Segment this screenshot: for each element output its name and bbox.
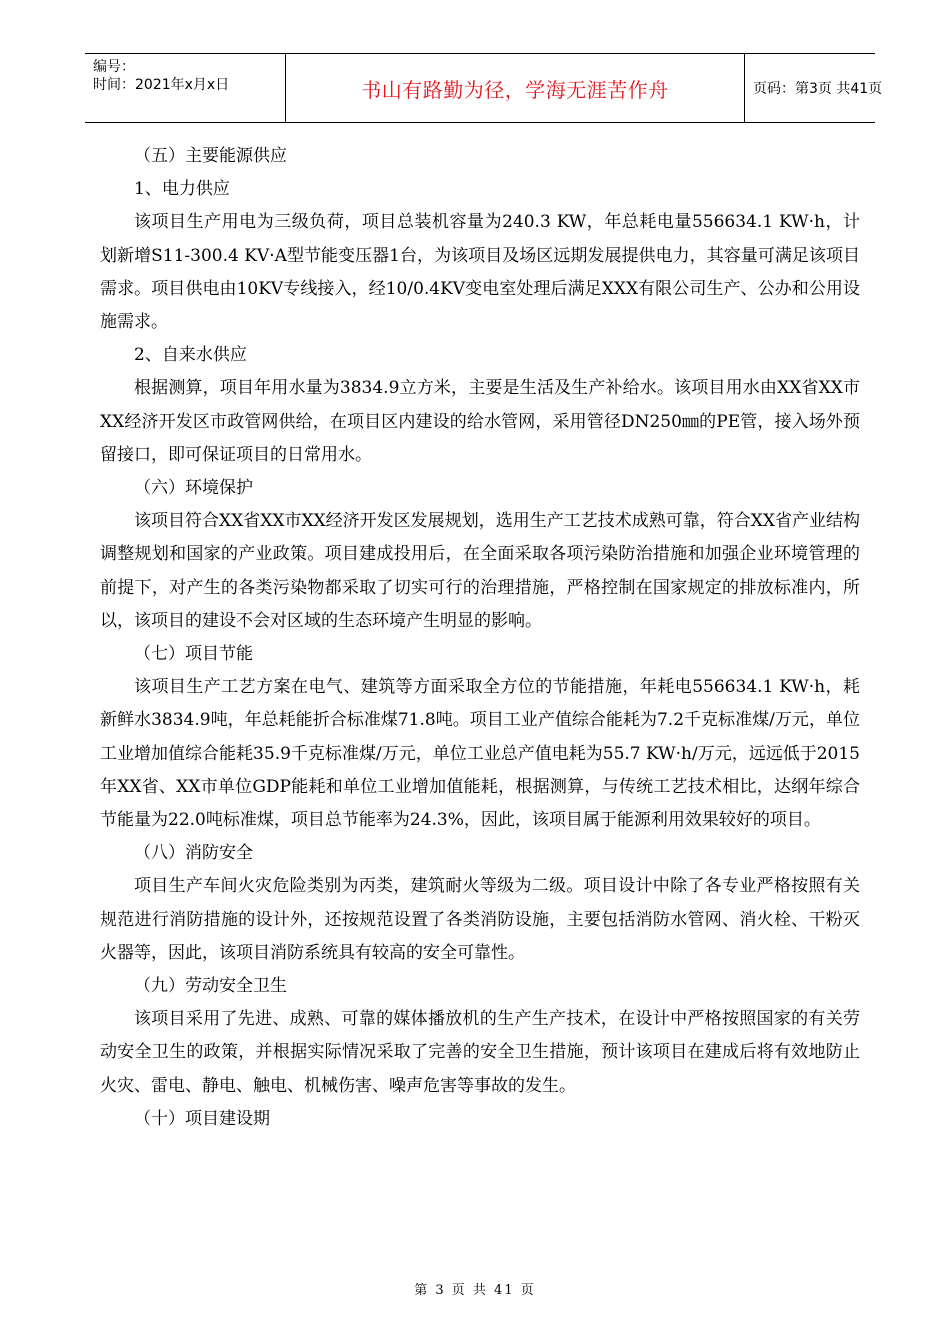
body-paragraph: 该项目生产工艺方案在电气、建筑等方面采取全方位的节能措施，年耗电556634.1 KW·h，耗新鲜水3834.9吨，年总耗能折合标准煤71.8吨。项目工业产值综合能耗为7.2千克标准煤/万元，单位工业增加值综合能耗35.9千克标准煤/万元，单位工业总产值电耗为55.7 KW·h/万元，远远低于2015年XX省、XX市单位GDP能耗和单位工业增加值能耗，根据测算，与传统工艺技术相比，达纲年综合节能量为22.0吨标准煤，项目总节能率为24.3%，因此，该项目属于能源利用效果较好的项目。 xyxy=(100,677,860,831)
section-heading: 2、自来水供应 xyxy=(134,345,247,366)
body-paragraph: 该项目符合XX省XX市XX经济开发区发展规划，选用生产工艺技术成熟可靠，符合XX省产业结构调整规划和国家的产业政策。项目建成投用后，在全面采取各项污染防治措施和加强企业环境管理的前提下，对产生的各类污染物都采取了切实可行的治理措施，严格控制在国家规定的排放标准内，所以，该项目的建设不会对区域的生态环境产生明显的影响。 xyxy=(100,511,860,631)
section-heading: （六）环境保护 xyxy=(134,478,253,499)
section-heading: （十）项目建设期 xyxy=(134,1108,270,1129)
body-paragraph: 该项目采用了先进、成熟、可靠的媒体播放机的生产生产技术，在设计中严格按照国家的有关劳动安全卫生的政策，并根据实际情况采取了完善的安全卫生措施，预计该项目在建成后将有效地防止火灾、雷电、静电、触电、机械伤害、噪声危害等事故的发生。 xyxy=(100,1009,860,1096)
body-paragraph: 项目生产车间火灾危险类别为丙类，建筑耐火等级为二级。项目设计中除了各专业严格按照有关规范进行消防措施的设计外，还按规范设置了各类消防设施，主要包括消防水管网、消火栓、干粉灭火器等，因此，该项目消防系统具有较高的安全可靠性。 xyxy=(100,876,860,963)
body-paragraph: 该项目生产用电为三级负荷，项目总装机容量为240.3 KW，年总耗电量556634.1 KW·h，计划新增S11-300.4 KV·A型节能变压器1台，为该项目及场区远期发展提供电力，其容量可满足该项目需求。项目供电由10KV专线接入，经10/0.4KV变电室处理后满足XXX有限公司生产、公办和公用设施需求。 xyxy=(100,212,860,333)
section-heading: （七）项目节能 xyxy=(134,644,253,665)
document-date: 时间：2021年x月x日 xyxy=(93,77,230,93)
header-page-info: 页码：第3页 共41页 xyxy=(753,81,883,97)
section-heading: （五）主要能源供应 xyxy=(134,146,287,166)
page-footer: 第 3 页 共 41 页 xyxy=(414,1283,536,1298)
document-number-label: 编号： xyxy=(93,59,135,75)
document-body xyxy=(100,140,860,1136)
header-motto: 书山有路勤为径，学海无涯苦作舟 xyxy=(285,54,745,122)
section-heading: （九）劳动安全卫生 xyxy=(134,976,287,997)
body-paragraph: 根据测算，项目年用水量为3834.9立方米，主要是生活及生产补给水。该项目用水由XX省XX市XX经济开发区市政管网供给，在项目区内建设的给水管网，采用管径DN250㎜的PE管，接入场外预留接口，即可保证项目的日常用水。 xyxy=(100,378,860,465)
page-header xyxy=(85,53,883,123)
section-heading: （八）消防安全 xyxy=(134,843,253,864)
header-meta xyxy=(85,54,285,122)
section-heading: 1、电力供应 xyxy=(134,179,230,200)
